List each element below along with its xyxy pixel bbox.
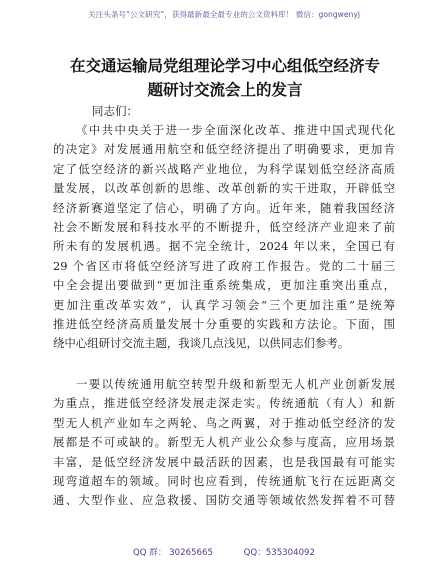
paragraph-line: 中全会提出要做到“更加注重系统集成，更加注重突出重点， xyxy=(53,278,395,293)
footer-qq: QQ：535304092 xyxy=(243,548,315,558)
paragraph-line: 为重点，推进低空经济发展走深走实。传统通航（有人）和新 xyxy=(53,396,395,411)
page-footer xyxy=(0,546,448,558)
paragraph-2 xyxy=(53,375,395,511)
paragraph-line: 量发展，以改革创新的思维、改革创新的实干进取，开辟低空 xyxy=(53,181,395,196)
paragraph-1 xyxy=(53,121,395,354)
paragraph-line: 社会不断发展和科技水平的不断提升，低空经济产业迎来了前 xyxy=(53,219,395,234)
title-line-2: 题研讨交流会上的发言 xyxy=(147,81,303,99)
paragraph-line: 通、大型作业、应急救援、国防交通等领域依然发挥着不可替 xyxy=(53,493,395,508)
paragraph-line: 丰富，是低空经济发展中最活跃的因素，也是我国最有可能实 xyxy=(53,454,395,469)
paragraph-line: 的决定》对发展通用航空和低空经济提出了明确要求，更加肯 xyxy=(53,142,395,157)
title-line-1: 在交通运输局党组理论学习中心组低空经济专 xyxy=(69,57,380,75)
paragraph-line: 更加注重改革实效”，认真学习领会“三个更加注重”是统筹 xyxy=(53,297,395,312)
paragraph-line: 所未有的发展机遇。据不完全统计，2024 年以来，全国已有 xyxy=(53,239,395,254)
paragraph-line: 一要以传统通用航空转型升级和新型无人机产业创新发展 xyxy=(76,377,395,391)
page-header-banner: 关注头条号“公文研究”，获得最新最全最专业的公文资料库！ 微信：gongwenyj xyxy=(88,10,360,19)
salutation: 同志们： xyxy=(92,104,138,118)
paragraph-line: 《中共中央关于进一步全面深化改革、推进中国式现代化 xyxy=(76,123,395,137)
paragraph-line: 型无人机产业如车之两轮、鸟之两翼，对于推动低空经济的发 xyxy=(53,415,395,430)
paragraph-line: 现弯道超车的领域。同时也应看到，传统通航飞行在远距离交 xyxy=(53,473,395,488)
paragraph-line: 绕中心组研讨交流主题，我谈几点浅见，以供同志们参考。 xyxy=(53,336,350,351)
paragraph-line: 展都是不可或缺的。新型无人机产业公众参与度高，应用场景 xyxy=(53,435,395,450)
paragraph-line: 推进低空经济高质量发展十分重要的实践和方法论。下面，围 xyxy=(53,316,395,331)
paragraph-line: 29 个省区市将低空经济写进了政府工作报告。党的二十届三 xyxy=(53,258,395,273)
footer-qq-group: QQ 群： 30265665 xyxy=(133,548,213,558)
document-title xyxy=(50,54,400,102)
paragraph-line: 经济新赛道坚定了信心，明确了方向。近年来，随着我国经济 xyxy=(53,200,395,215)
paragraph-line: 定了低空经济的新兴战略产业地位，为科学谋划低空经济高质 xyxy=(53,161,395,176)
